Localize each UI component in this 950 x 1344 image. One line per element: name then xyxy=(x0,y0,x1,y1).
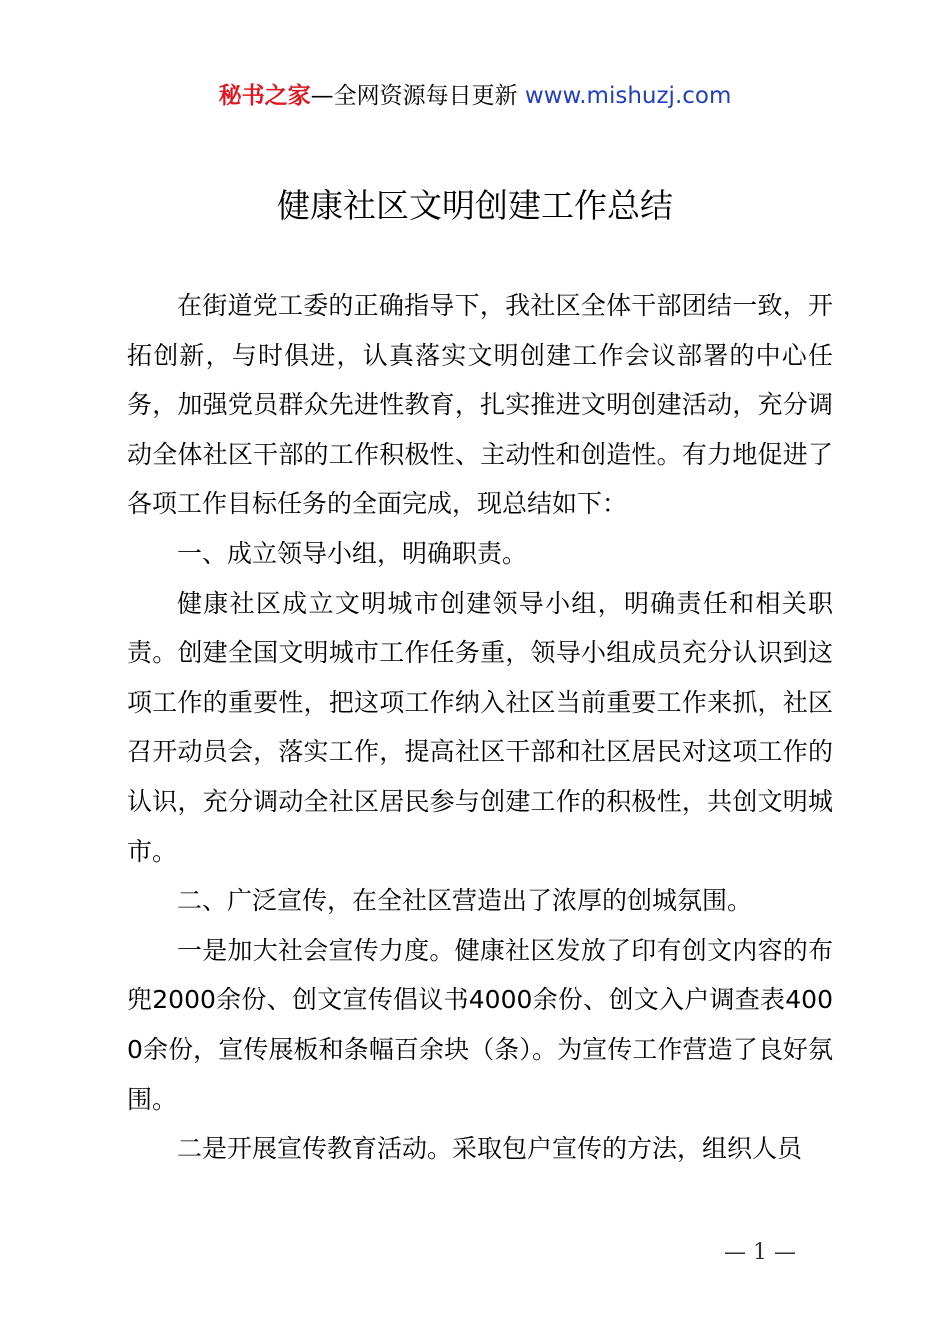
section-heading-2: 二、广泛宣传，在全社区营造出了浓厚的创城氛围。 xyxy=(177,886,753,916)
site-url-link[interactable]: www.mishuzj.com xyxy=(524,83,732,109)
paragraph-education: 二是开展宣传教育活动。采取包户宣传的方法，组织人员 xyxy=(177,1134,803,1164)
site-header xyxy=(0,80,950,112)
section-heading-1: 一、成立领导小组，明确职责。 xyxy=(177,538,528,568)
header-tagline: —全网资源每日更新 xyxy=(310,83,518,109)
paragraph-leadership: 健康社区成立文明城市创建领导小组，明确责任和相关职责。创建全国文明城市工作任务重，领导小组成员充分认识到这项工作的重要性，把这项工作纳入社区当前重要工作来抓，社区召开动员会，落实工作，提高社区干部和社区居民对这项工作的认识，充分调动全社区居民参与创建工作的积极性，共创文明城市。 xyxy=(127,588,833,866)
paragraph-intro: 在街道党工委的正确指导下，我社区全体干部团结一致，开拓创新，与时俱进，认真落实文明创建工作会议部署的中心任务，加强党员群众先进性教育，扎实推进文明创建活动，充分调动全体社区干部的工作积极性、主动性和创造性。有力地促进了各项工作目标任务的全面完成，现总结如下： xyxy=(127,291,833,519)
brand-name: 秘书之家 xyxy=(218,83,311,109)
page-number: — 1 — xyxy=(724,1240,796,1265)
document-body xyxy=(127,281,833,1174)
document-title: 健康社区文明创建工作总结 xyxy=(277,186,673,225)
paragraph-publicity: 一是加大社会宣传力度。健康社区发放了印有创文内容的布兜2000余份、创文宣传倡议书4000余份、创文入户调查表4000余份，宣传展板和条幅百余块（条）。为宣传工作营造了良好氛围。 xyxy=(127,935,833,1114)
